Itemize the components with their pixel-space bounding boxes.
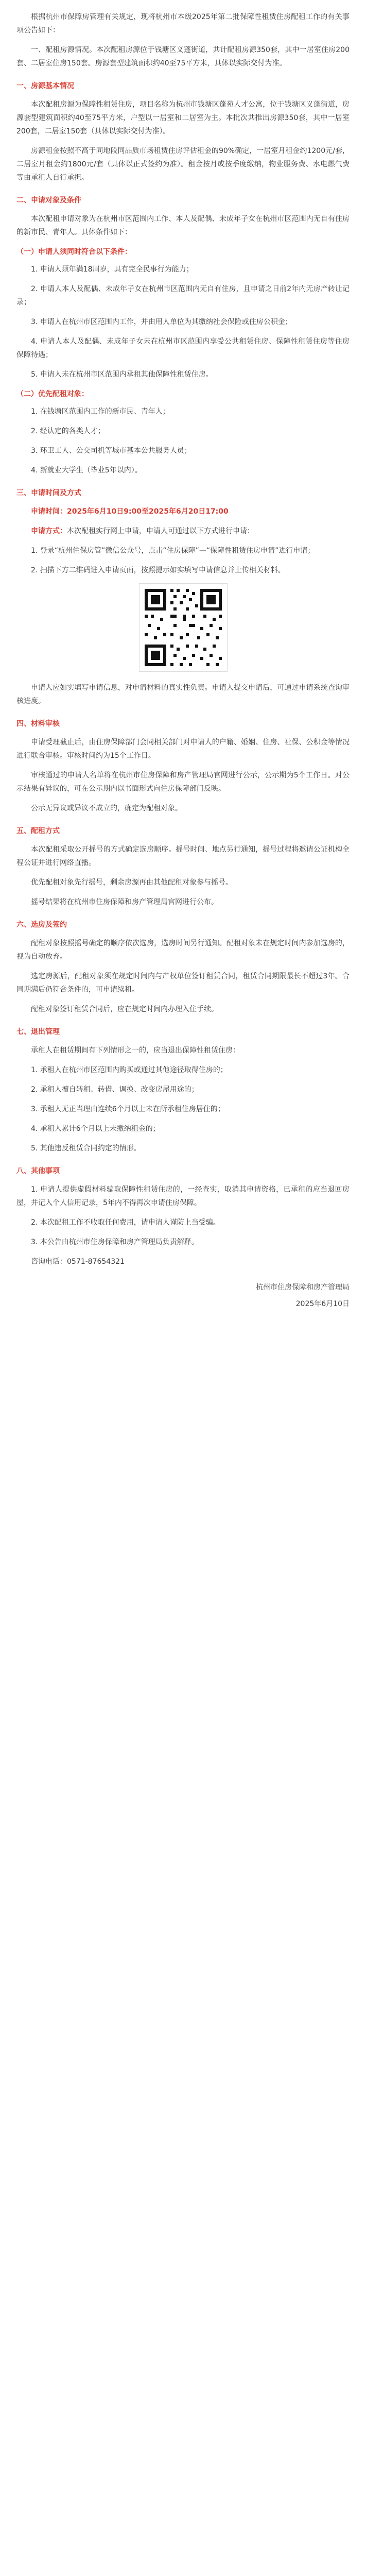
paragraph: 配租对象按照摇号确定的顺序依次选房，选房时间另行通知。配租对象未在规定时间内参加选房的，视为自动放弃。 [16, 939, 350, 961]
section-title: 七、退出管理 [16, 1028, 60, 1036]
paragraph: 优先配租对象先行摇号，剩余房源再由其他配租对象参与摇号。 [31, 878, 233, 887]
list-item: 3. 本公告由杭州市住房保障和房产管理局负责解释。 [31, 1238, 199, 1246]
paragraph: 本次配租采取公开摇号的方式确定选房顺序。摇号时间、地点另行通知，摇号过程将邀请公证机构全程公证并进行网络直播。 [16, 845, 350, 867]
list-item: 1. 登录“杭州住保房管”微信公众号，点击“住房保障”—“保障性租赁住房申请”进行申请； [31, 547, 315, 555]
paragraph: 选定房源后，配租对象须在规定时间内与产权单位签订租赁合同，租赁合同期限最长不超过3年。合同期满后仍符合条件的，可申请续租。 [16, 972, 350, 994]
way-label: 申请方式： [31, 527, 67, 535]
section-title: 一、房源基本情况 [16, 82, 74, 90]
intro-paragraph: 根据杭州市保障房管理有关规定，现将杭州市本级2025年第二批保障性租赁住房配租工作的有关事项公告如下： [16, 13, 350, 35]
paragraph: 审核通过的申请人名单将在杭州市住房保障和房产管理局官网进行公示，公示期为5个工作日。对公示结果有异议的，可在公示期内以书面形式向住房保障部门反映。 [16, 771, 350, 793]
paragraph: 本次配租房源为保障性租赁住房，项目名称为杭州市钱塘区蓬苑人才公寓，位于钱塘区义蓬街道，房源套型建筑面积约40至75平方米，户型以一居室和二居室为主。本批次共推出房源350套，其中一居室200套，二居室150套（具体以实际交付为准）。 [16, 100, 350, 135]
section-title: 四、材料审核 [16, 720, 60, 728]
way-text: 本次配租实行网上申请，申请人可通过以下方式进行申请： [67, 527, 254, 535]
list-item: 5. 申请人未在杭州市区范围内承租其他保障性租赁住房。 [31, 370, 213, 379]
document-footer [16, 1281, 350, 1311]
application-time [16, 505, 350, 518]
list-item: 2. 本次配租工作不收取任何费用，请申请人谨防上当受骗。 [31, 1218, 220, 1227]
application-way [16, 524, 350, 538]
subsection-title: （二）优先配租对象： [16, 390, 89, 398]
list-item: 2. 承租人擅自转租、转借、调换、改变房屋用途的； [31, 1086, 199, 1094]
issue-date: 2025年6月10日 [295, 1300, 350, 1308]
list-item: 1. 申请人须年满18周岁，具有完全民事行为能力； [31, 265, 194, 274]
list-item: 3. 环卫工人、公交司机等城市基本公共服务人员； [31, 447, 191, 455]
paragraph: 申请受理截止后，由住房保障部门会同相关部门对申请人的户籍、婚姻、住房、社保、公积金等情况进行联合审核。审核时间约为15个工作日。 [16, 738, 350, 760]
time-value: 2025年6月10日9:00至2025年6月20日17:00 [67, 507, 229, 516]
section-signing [16, 918, 350, 1016]
list-item: 3. 申请人在杭州市区范围内工作，并由用人单位为其缴纳社会保险或住房公积金； [31, 318, 292, 326]
contact-phone[interactable]: 0571-87654321 [67, 1258, 125, 1266]
contact-label: 咨询电话： [31, 1258, 67, 1266]
list-item: 4. 新就业大学生（毕业5年以内）。 [31, 466, 142, 474]
list-item: 2. 经认定的各类人才； [31, 427, 105, 435]
list-item: 3. 承租人无正当理由连续6个月以上未在所承租住房居住的； [31, 1105, 225, 1113]
paragraph: 摇号结果将在杭州市住房保障和房产管理局官网进行公布。 [31, 898, 218, 906]
paragraph: 公示无异议或异议不成立的，确定为配租对象。 [31, 804, 182, 812]
section-allocation [16, 824, 350, 909]
list-item: 4. 承租人累计6个月以上未缴纳租金的； [31, 1125, 160, 1133]
section-title: 二、申请对象及条件 [16, 196, 81, 205]
list-item: 5. 其他违反租赁合同约定的情形。 [31, 1144, 141, 1153]
issuing-organization: 杭州市住房保障和房产管理局 [256, 1283, 350, 1292]
list-item: 2. 扫描下方二维码进入申请页面，按照提示如实填写申请信息并上传相关材料。 [31, 566, 285, 574]
section-housing [16, 79, 350, 184]
section-application [16, 486, 350, 708]
paragraph: 本次配租申请对象为在杭州市区范围内工作、本人及配偶、未成年子女在杭州市区范围内无自有住房的新市民、青年人。具体条件如下： [16, 215, 350, 236]
paragraph: 配租对象签订租赁合同后，应在规定时间内办理入住手续。 [31, 1005, 218, 1013]
qr-code-container [16, 583, 350, 672]
section-eligibility [16, 194, 350, 477]
list-item: 2. 申请人本人及配偶、未成年子女在杭州市区范围内无自有住房，且申请之日前2年内无房产转让记录； [16, 285, 350, 307]
list-item: 1. 承租人在杭州市区范围内购买或通过其他途径取得住房的； [31, 1066, 228, 1074]
contact-line [16, 1255, 350, 1268]
subsection-title: （一）申请人须同时符合以下条件： [16, 248, 132, 256]
paragraph: 承租人在租赁期间有下列情形之一的，应当退出保障性租赁住房： [31, 1046, 240, 1055]
paragraph: 申请人应如实填写申请信息，对申请材料的真实性负责。申请人提交申请后，可通过申请系统查询审核进度。 [16, 684, 350, 705]
intro-section [16, 10, 350, 70]
list-item: 1. 在钱塘区范围内工作的新市民、青年人； [31, 408, 170, 416]
section-title: 三、申请时间及方式 [16, 489, 81, 497]
list-item: 4. 申请人本人及配偶、未成年子女未在杭州市区范围内享受公共租赁住房、保障性租赁住房等住房保障待遇； [16, 337, 350, 359]
section-review [16, 717, 350, 815]
qr-code-image[interactable] [139, 583, 228, 672]
section-exit [16, 1025, 350, 1155]
intro-paragraph: 一、配租房源情况。本次配租房源位于钱塘区义蓬街道，共计配租房源350套，其中一居室住房200套、二居室住房150套。房源套型建筑面积约40至75平方米，具体以实际交付为准。 [16, 46, 350, 67]
section-title: 六、选房及签约 [16, 921, 67, 929]
time-label: 申请时间： [31, 507, 67, 516]
section-other [16, 1164, 350, 1268]
paragraph: 房源租金按照不高于同地段同品质市场租赁住房评估租金的90%确定，一居室月租金约1200元/套，二居室月租金约1800元/套（具体以正式签约为准）。租金按月或按季度缴纳，物业服务费、水电燃气费等由承租人自行承担。 [16, 147, 350, 182]
list-item: 1. 申请人提供虚假材料骗取保障性租赁住房的，一经查实，取消其申请资格，已承租的应当退回房屋，并记入个人信用记录，5年内不得再次申请住房保障。 [16, 1185, 350, 1207]
section-title: 八、其他事项 [16, 1167, 60, 1175]
section-title: 五、配租方式 [16, 827, 60, 835]
